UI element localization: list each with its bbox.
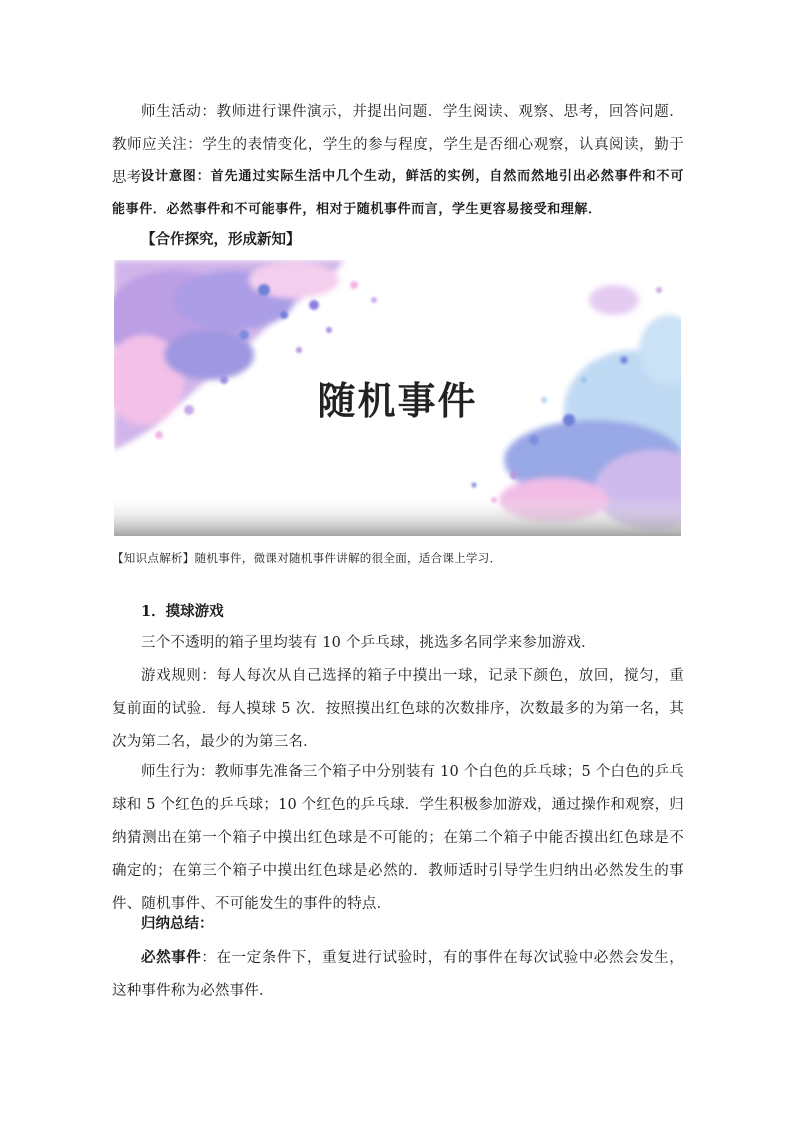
certain-event-term: 必然事件 (141, 949, 202, 966)
section-heading: 【合作探究，形成新知】 (141, 231, 301, 248)
certain-event-text: ：在一定条件下，重复进行试验时，有的事件在每次试验中必然会发生，这种事件称为必然事件． (112, 950, 684, 999)
video-banner[interactable] (114, 260, 681, 536)
summary-heading: 归纳总结： (141, 915, 214, 932)
banner-title: 随机事件 (317, 379, 478, 423)
game-rules-paragraph: 游戏规则：每人每次从自己选择的箱子中摸出一球，记录下颜色，放回，搅匀，重复前面的试验．每人摸球 5 次．按照摸出红色球的次数排序，次数最多的为第一名，其次为第二名，最少的为第三名． (112, 668, 684, 750)
teacher-action-paragraph: 师生行为：教师事先准备三个箱子中分别装有 10 个白色的乒乓球；5 个白色的乒乓球和 5 个红色的乒乓球；10 个红色的乒乓球．学生积极参加游戏，通过操作和观察，归纳猜测出在第一个箱子中摸出红色球是不可能的；在第二个箱子中能否摸出红色球是不确定的；在第三个箱子中摸出红色球是必然的．教师适时引导学生归纳出必然发生的事件、随机事件、不可能发生的事件的特点． (112, 764, 684, 912)
game-heading: 1．摸球游戏 (141, 603, 224, 620)
certain-event-definition (112, 941, 684, 1008)
knowledge-caption: 【知识点解析】随机事件，微课对随机事件讲解的很全面，适合课上学习． (112, 551, 502, 565)
design-intent-paragraph: 设计意图：首先通过实际生活中几个生动，鲜活的实例，自然而然地引出必然事件和不可能事件．必然事件和不可能事件，相对于随机事件而言，学生更容易接受和理解． (112, 169, 684, 217)
teacher-activity-paragraph: 师生活动：教师进行课件演示，并提出问题．学生阅读、观察、思考，回答问题．教师应关注：学生的表情变化，学生的参与程度，学生是否细心观察，认真阅读，勤于思考． (112, 104, 684, 186)
game-intro-paragraph: 三个不透明的箱子里均装有 10 个乒乓球，挑选多名同学来参加游戏． (141, 635, 596, 651)
